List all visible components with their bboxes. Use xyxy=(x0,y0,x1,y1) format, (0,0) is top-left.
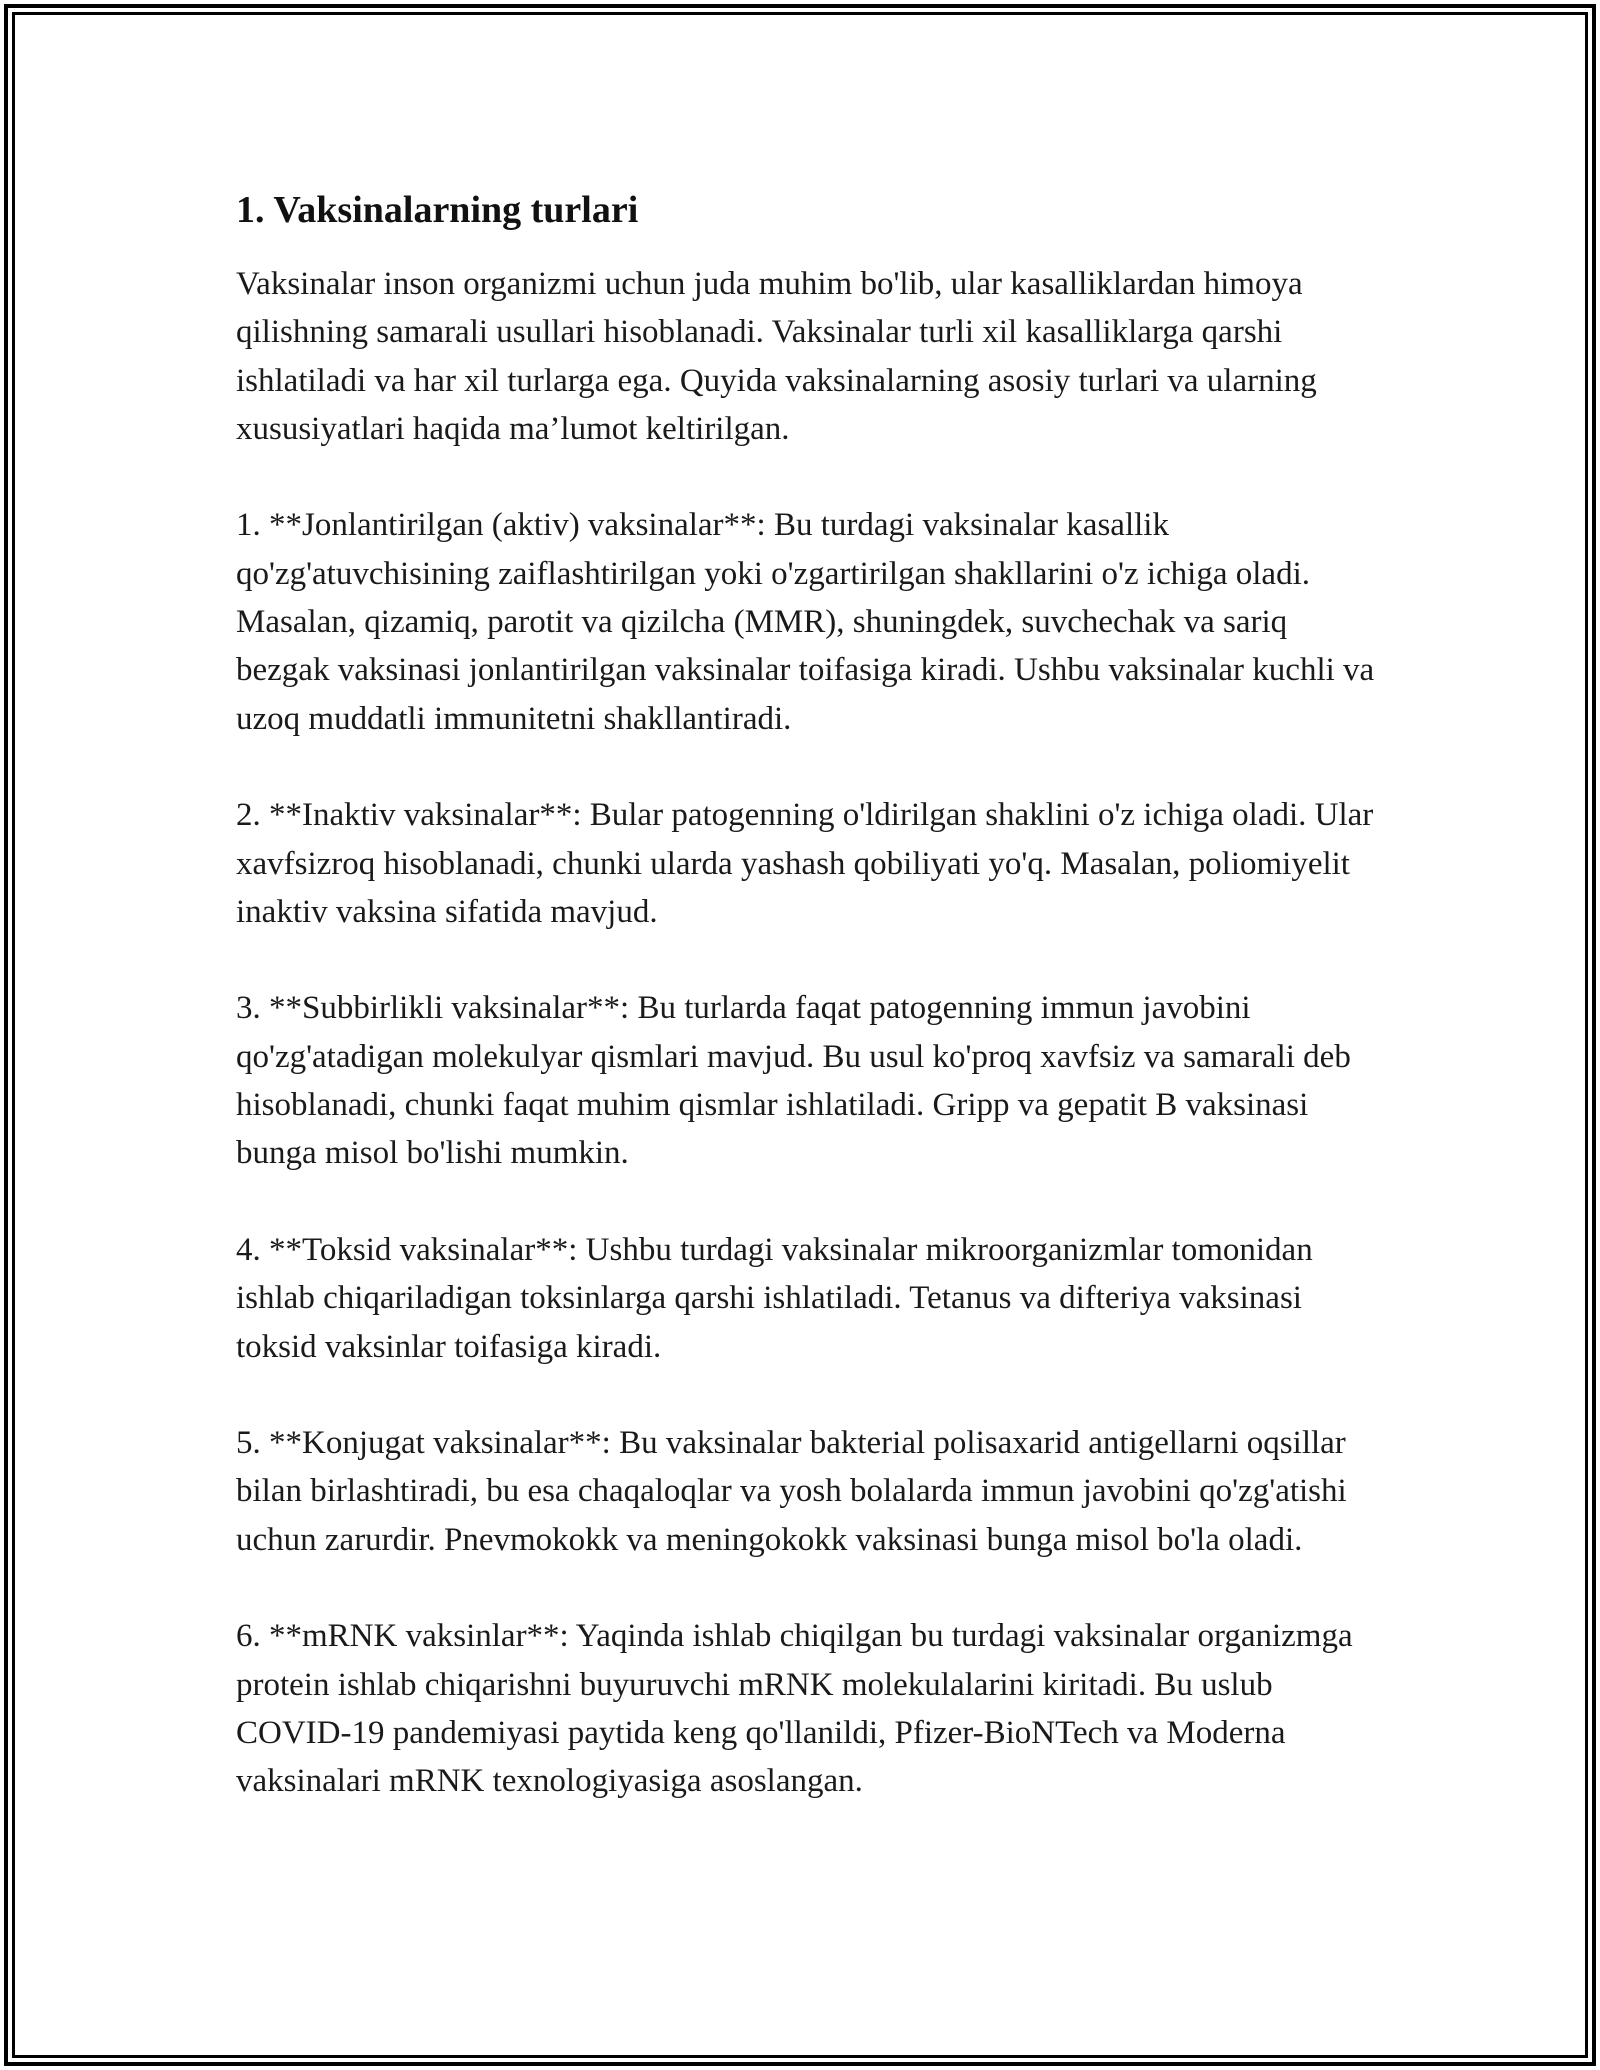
paragraph-subunit-vaccines: 3. **Subbirlikli vaksinalar**: Bu turlarda faqat patogenning immun javobini qo'zg'atadigan molekulyar qismlari mavjud. Bu usul ko'proq xavfsiz va samarali deb hisoblanadi, chunki faqat muhim qismlar ishlatiladi. Gripp va gepatit B vaksinasi bunga misol bo'lishi mumkin. xyxy=(236,990,1351,1172)
paragraph-toxoid-vaccines: 4. **Toksid vaksinalar**: Ushbu turdagi vaksinalar mikroorganizmlar tomonidan ishlab chiqariladigan toksinlarga qarshi ishlatiladi. Tetanus va difteriya vaksinasi toksid vaksinlar toifasiga kiradi. xyxy=(236,1231,1313,1365)
paragraph-conjugate-vaccines: 5. **Konjugat vaksinalar**: Bu vaksinalar bakterial polisaxarid antigellarni oqsillar bilan birlashtiradi, bu esa chaqaloqlar va yosh bolalarda immun javobini qo'zg'atishi uchun zarurdir. Pnevmokokk va meningokokk vaksinasi bunga misol bo'la oladi. xyxy=(236,1425,1347,1558)
document-body xyxy=(236,186,1386,1854)
section-heading: 1. Vaksinalarning turlari xyxy=(236,189,639,231)
intro-paragraph: Vaksinalar inson organizmi uchun juda muhim bo'lib, ular kasalliklardan himoya qilishning samarali usullari hisoblanadi. Vaksinalar turli xil kasalliklarga qarshi ishlatiladi va har xil turlarga ega. Quyida vaksinalarning asosiy turlari va ularning xususiyatlari haqida ma’lumot keltirilgan. xyxy=(236,266,1317,447)
paragraph-live-vaccines: 1. **Jonlantirilgan (aktiv) vaksinalar**: Bu turdagi vaksinalar kasallik qo'zg'atuvchisining zaiflashtirilgan yoki o'zgartirilgan shakllarini o'z ichiga oladi. Masalan, qizamiq, parotit va qizilcha (MMR), shuningdek, suvchechak va sariq bezgak vaksinasi jonlantirilgan vaksinalar toifasiga kiradi. Ushbu vaksinalar kuchli va uzoq muddatli immunitetni shakllantiradi. xyxy=(236,507,1375,737)
paragraph-inactivated-vaccines: 2. **Inaktiv vaksinalar**: Bular patogenning o'ldirilgan shaklini o'z ichiga oladi. Ular xavfsizroq hisoblanadi, chunki ularda yashash qobiliyati yo'q. Masalan, poliomiyelit inaktiv vaksina sifatida mavjud. xyxy=(236,797,1374,930)
paragraph-mrna-vaccines: 6. **mRNK vaksinlar**: Yaqinda ishlab chiqilgan bu turdagi vaksinalar organizmga protein ishlab chiqarishni buyuruvchi mRNK molekulalarini kiritadi. Bu uslub COVID-19 pandemiyasi paytida keng qo'llanildi, Pfizer-BioNTech va Moderna vaksinalari mRNK texnologiyasiga asoslangan. xyxy=(236,1618,1353,1800)
